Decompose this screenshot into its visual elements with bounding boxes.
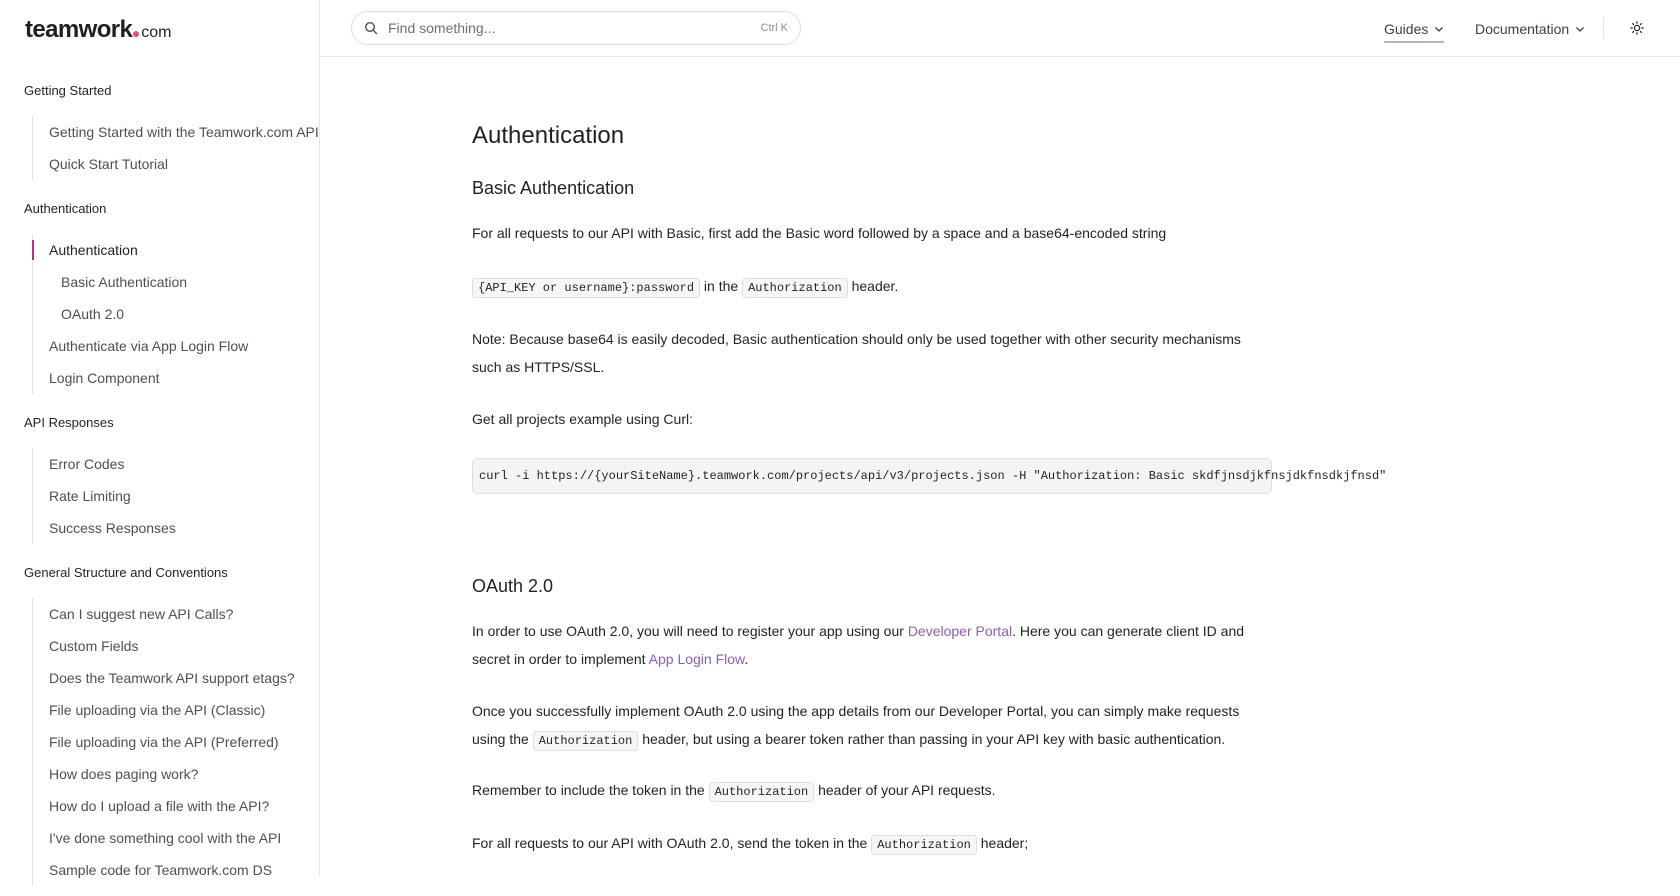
basic-auth-note: Note: Because base64 is easily decoded, Basic authentication should only be used together with other security mechanisms such as HTTPS/SSL. bbox=[472, 331, 1241, 375]
nav-group bbox=[32, 234, 320, 394]
chevron-down-icon bbox=[1575, 24, 1585, 34]
nav-section bbox=[0, 558, 320, 886]
sidebar-item[interactable]: Sample code for Teamwork.com DS bbox=[49, 862, 273, 878]
sidebar-item[interactable]: Success Responses bbox=[49, 520, 176, 536]
guides-menu[interactable] bbox=[1384, 0, 1444, 57]
sidebar-item[interactable]: OAuth 2.0 bbox=[61, 306, 125, 322]
nav-section-title: API Responses bbox=[24, 415, 114, 430]
nav-section bbox=[0, 76, 320, 180]
sidebar-item[interactable]: Does the Teamwork API support etags? bbox=[49, 670, 295, 686]
header-divider bbox=[1603, 17, 1604, 39]
text-span: Remember to include the token in the bbox=[472, 782, 709, 798]
sidebar-item[interactable]: Rate Limiting bbox=[49, 488, 131, 504]
page-title: Authentication bbox=[472, 122, 625, 149]
developer-portal-link[interactable]: Developer Portal bbox=[907, 623, 1013, 639]
nav-section-title: Authentication bbox=[24, 201, 107, 216]
nav-group bbox=[32, 448, 320, 544]
sidebar-item[interactable]: File uploading via the API (Preferred) bbox=[49, 734, 279, 750]
logo-suffix: com bbox=[141, 24, 172, 41]
search-icon bbox=[364, 21, 378, 35]
guides-label: Guides bbox=[1384, 20, 1429, 37]
documentation-label: Documentation bbox=[1475, 20, 1570, 37]
nav-group bbox=[32, 116, 320, 180]
sidebar-item[interactable]: Authenticate via App Login Flow bbox=[49, 338, 249, 354]
text-span: header; bbox=[976, 835, 1029, 851]
inline-code: {API_KEY or username}:password bbox=[472, 278, 700, 298]
sidebar-nav bbox=[0, 62, 320, 896]
oauth-paragraph-2 bbox=[472, 697, 1272, 755]
sidebar-item[interactable]: File uploading via the API (Classic) bbox=[49, 702, 266, 718]
sidebar-item[interactable]: Error Codes bbox=[49, 456, 125, 472]
text-span: . bbox=[744, 651, 749, 667]
inline-code: Authorization bbox=[533, 731, 639, 751]
logo-dot bbox=[133, 31, 139, 37]
theme-toggle-button[interactable] bbox=[1629, 20, 1645, 36]
oauth-paragraph-3 bbox=[472, 776, 1272, 806]
nav-section-title: General Structure and Conventions bbox=[24, 565, 228, 580]
text-span: For all requests to our API with OAuth 2.0, send the token in the bbox=[472, 835, 872, 851]
inline-code: Authorization bbox=[742, 278, 848, 298]
search-input[interactable] bbox=[351, 11, 801, 45]
sidebar-item[interactable]: How does paging work? bbox=[49, 766, 199, 782]
sidebar-item[interactable]: How do I upload a file with the API? bbox=[49, 798, 270, 814]
oauth-paragraph-4 bbox=[472, 829, 1272, 859]
basic-auth-paragraph: For all requests to our API with Basic, first add the Basic word followed by a space and a base64-encoded string bbox=[472, 225, 1167, 241]
sidebar-item[interactable]: Custom Fields bbox=[49, 638, 139, 654]
sidebar-item[interactable]: Login Component bbox=[49, 370, 160, 386]
nav-section bbox=[0, 408, 320, 544]
search-placeholder: Find something... bbox=[388, 20, 496, 36]
active-tab-underline bbox=[1384, 41, 1444, 43]
app-login-flow-link[interactable]: App Login Flow bbox=[648, 651, 745, 667]
documentation-menu[interactable] bbox=[1475, 0, 1585, 57]
text-span: header of your API requests. bbox=[814, 782, 996, 798]
sidebar bbox=[0, 0, 320, 876]
basic-auth-heading: Basic Authentication bbox=[472, 178, 635, 198]
inline-code: Authorization bbox=[709, 782, 815, 802]
inline-code: Authorization bbox=[871, 835, 977, 855]
sun-icon bbox=[1630, 21, 1644, 35]
logo-wordmark: teamwork bbox=[25, 16, 133, 43]
curl-example-label: Get all projects example using Curl: bbox=[472, 411, 693, 427]
chevron-down-icon bbox=[1434, 24, 1444, 34]
top-header bbox=[320, 0, 1680, 57]
code-block[interactable]: curl -i https://{yourSiteName}.teamwork.com/projects/api/v3/projects.json -H "Authorization: Basic skdfjnsdjkfnsjdkfnsdkjfnsd" bbox=[472, 458, 1272, 494]
oauth-heading: OAuth 2.0 bbox=[472, 576, 554, 596]
sidebar-item[interactable]: I've done something cool with the API bbox=[49, 830, 282, 846]
text-span: . Here you can generate client ID and secret in order to implement bbox=[472, 623, 1245, 667]
sidebar-item[interactable]: Authentication bbox=[33, 234, 283, 266]
basic-auth-header-paragraph bbox=[472, 272, 1272, 302]
teamwork-logo[interactable] bbox=[25, 16, 171, 44]
sidebar-item[interactable]: Quick Start Tutorial bbox=[49, 156, 169, 172]
oauth-paragraph-1 bbox=[472, 617, 1272, 673]
sidebar-item[interactable]: Basic Authentication bbox=[61, 274, 188, 290]
nav-group bbox=[32, 598, 320, 886]
text-span: header. bbox=[847, 278, 899, 294]
text-span: in the bbox=[700, 278, 743, 294]
text-span: In order to use OAuth 2.0, you will need to register your app using our bbox=[472, 623, 908, 639]
sidebar-item[interactable]: Getting Started with the Teamwork.com API bbox=[49, 124, 319, 140]
text-span: header, but using a bearer token rather than passing in your API key with basic authentication. bbox=[638, 731, 1226, 747]
sidebar-item[interactable]: Can I suggest new API Calls? bbox=[49, 606, 234, 622]
nav-section bbox=[0, 194, 320, 394]
nav-section-title: Getting Started bbox=[24, 83, 112, 98]
search-shortcut: Ctrl K bbox=[760, 22, 788, 34]
text-span: Once you successfully implement OAuth 2.0 using the app details from our Developer Portal, you can simply make requests using the bbox=[472, 703, 1240, 747]
